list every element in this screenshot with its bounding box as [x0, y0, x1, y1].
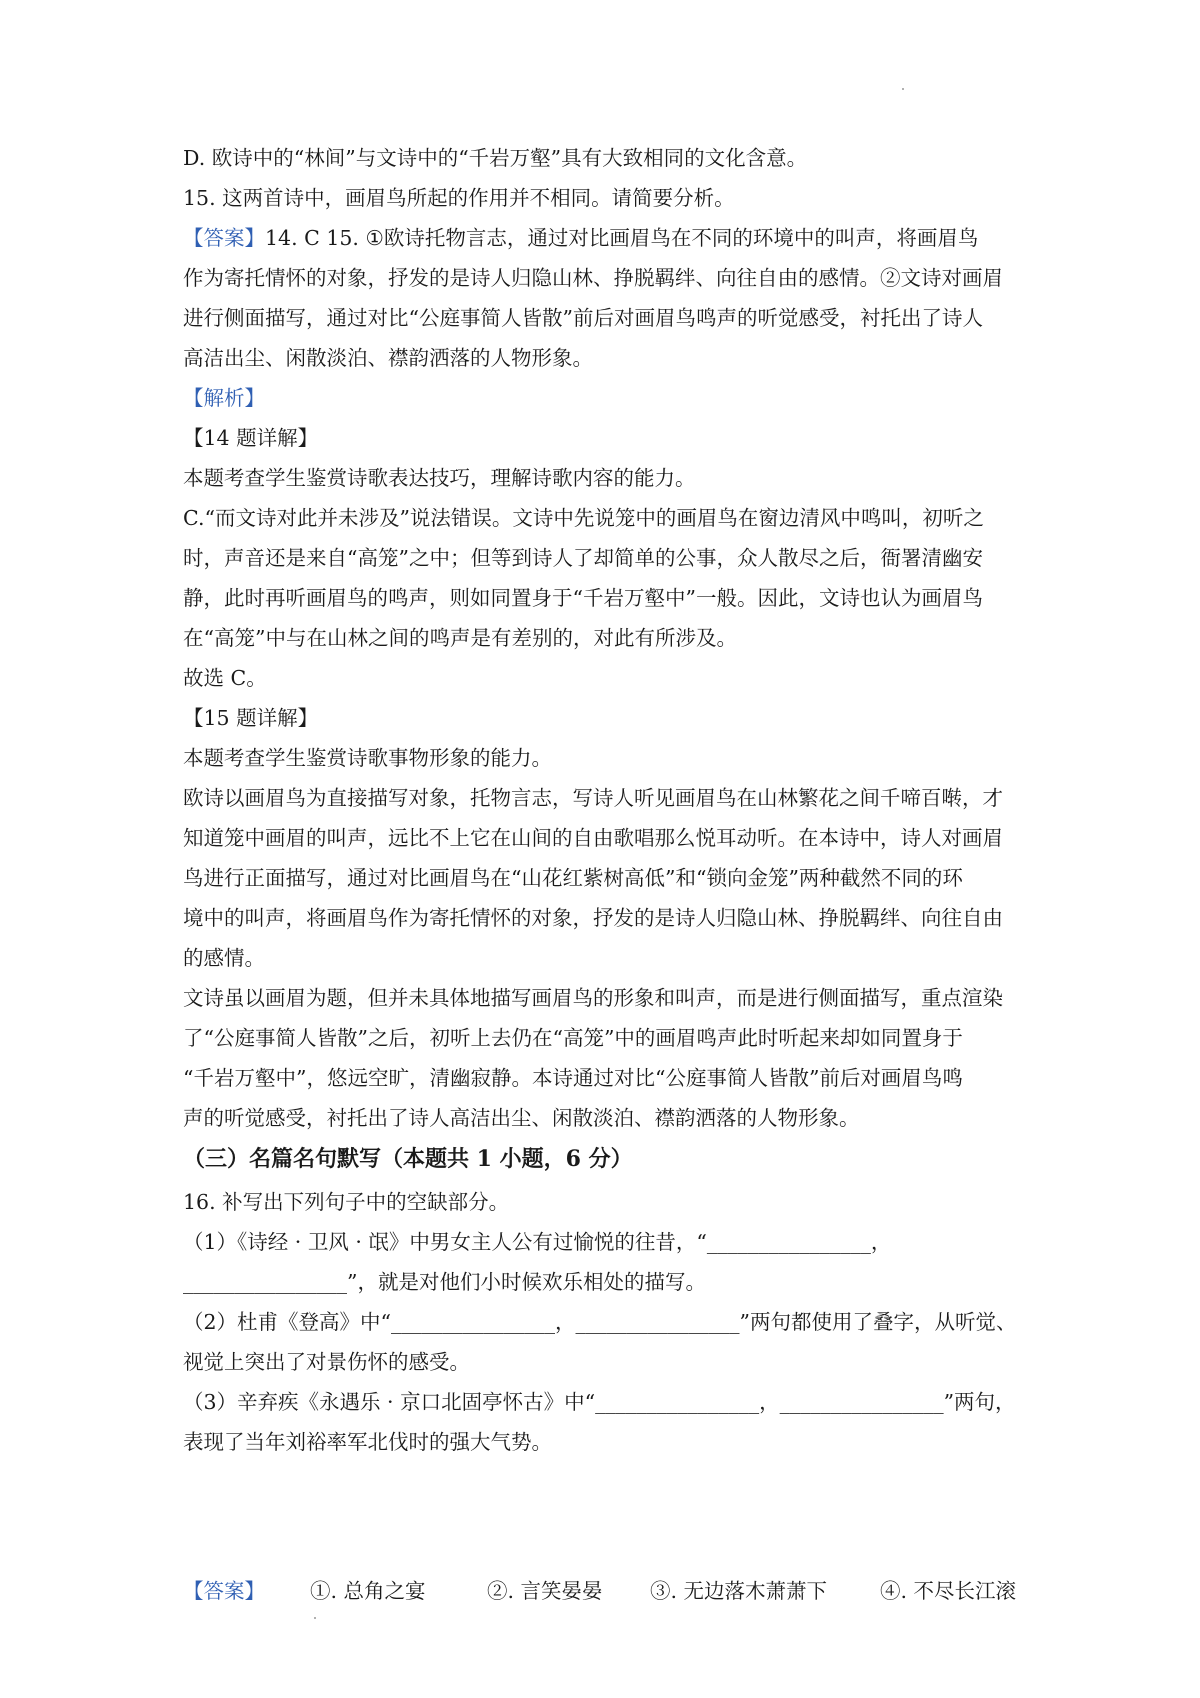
answer-item-4: ④. 不尽长江滚	[880, 1579, 1017, 1603]
option-d: D. 欧诗中的“林间”与文诗中的“千岩万壑”具有大致相同的文化含意。	[183, 146, 808, 170]
answer-tag: 【答案】	[183, 226, 265, 250]
q15-detail-heading: 【15 题详解】	[183, 706, 319, 730]
answer-line-2: 作为寄托情怀的对象，抒发的是诗人归隐山林、挣脱羁绊、向往自由的感情。②文诗对画眉	[183, 266, 1003, 290]
answer-text: 14. C 15. ①欧诗托物言志，通过对比画眉鸟在不同的环境中的叫声，将画眉鸟	[265, 226, 979, 250]
q15-detail-line-1: 本题考查学生鉴赏诗歌事物形象的能力。	[183, 746, 552, 770]
q15-detail-line-5: 境中的叫声，将画眉鸟作为寄托情怀的对象，抒发的是诗人归隐山林、挣脱羁绊、向往自由	[183, 906, 1003, 930]
answer-line-1	[183, 225, 1043, 251]
q16-part2-line-1: （2）杜甫《登高》中“________________，________________”两句都使用了叠字，从听觉、	[183, 1310, 1017, 1334]
q16-part2-line-2: 视觉上突出了对景伤怀的感受。	[183, 1350, 470, 1374]
q14-detail-heading: 【14 题详解】	[183, 426, 319, 450]
scan-speck-bottom	[314, 1617, 316, 1619]
q15-detail-line-6: 的感情。	[183, 946, 265, 970]
answer-line-3: 进行侧面描写，通过对比“公庭事简人皆散”前后对画眉鸟鸣声的听觉感受，衬托出了诗人	[183, 306, 983, 330]
q15-detail-line-4: 鸟进行正面描写，通过对比画眉鸟在“山花红紫树高低”和“锁向金笼”两种截然不同的环	[183, 866, 963, 890]
scan-speck-top	[902, 88, 904, 90]
answer-item-2: ②. 言笑晏晏	[487, 1579, 603, 1603]
q14-detail-line-4: 静，此时再听画眉鸟的鸣声，则如同置身于“千岩万壑中”一般。因此，文诗也认为画眉鸟	[183, 586, 983, 610]
q15-detail-line-10: 声的听觉感受，衬托出了诗人高洁出尘、闲散淡泊、襟韵洒落的人物形象。	[183, 1106, 860, 1130]
q15-detail-line-2: 欧诗以画眉鸟为直接描写对象，托物言志，写诗人听见画眉鸟在山林繁花之间千啼百啭，才	[183, 786, 1003, 810]
answer-item-3: ③. 无边落木萧萧下	[650, 1579, 828, 1603]
question-16: 16. 补写出下列句子中的空缺部分。	[183, 1190, 510, 1214]
answer-tag-16: 【答案】	[183, 1579, 265, 1603]
q15-detail-line-9: “千岩万壑中”，悠远空旷，清幽寂静。本诗通过对比“公庭事简人皆散”前后对画眉鸟鸣	[183, 1066, 963, 1090]
q16-part1-line-1: （1）《诗经 · 卫风 · 氓》中男女主人公有过愉悦的往昔，“________________，	[183, 1230, 892, 1254]
q14-detail-line-3: 时，声音还是来自“高笼”之中；但等到诗人了却简单的公事，众人散尽之后，衙署清幽安	[183, 546, 983, 570]
answer-item-1: ①. 总角之宴	[310, 1579, 426, 1603]
section-heading: （三）名篇名句默写（本题共 1 小题，6 分）	[183, 1146, 633, 1172]
question-15: 15. 这两首诗中，画眉鸟所起的作用并不相同。请简要分析。	[183, 186, 735, 210]
q15-detail-line-8: 了“公庭事简人皆散”之后，初听上去仍在“高笼”中的画眉鸣声此时听起来却如同置身于	[183, 1026, 963, 1050]
q16-part3-line-1: （3）辛弃疾《永遇乐 · 京口北固亭怀古》中“________________，________________”两句，	[183, 1390, 1016, 1414]
q15-detail-line-7: 文诗虽以画眉为题，但并未具体地描写画眉鸟的形象和叫声，而是进行侧面描写，重点渲染	[183, 986, 1003, 1010]
q14-detail-line-1: 本题考查学生鉴赏诗歌表达技巧，理解诗歌内容的能力。	[183, 466, 696, 490]
q16-part3-line-2: 表现了当年刘裕率军北伐时的强大气势。	[183, 1430, 552, 1454]
q14-choice: 故选 C。	[183, 666, 267, 690]
q14-detail-line-5: 在“高笼”中与在山林之间的鸣声是有差别的，对此有所涉及。	[183, 626, 737, 650]
q14-detail-line-2: C.“而文诗对此并未涉及”说法错误。文诗中先说笼中的画眉鸟在窗边清风中鸣叫，初听之	[183, 506, 984, 530]
answer-line-4: 高洁出尘、闲散淡泊、襟韵洒落的人物形象。	[183, 346, 593, 370]
analysis-tag: 【解析】	[183, 386, 265, 410]
q16-part1-line-2: ________________”，就是对他们小时候欢乐相处的描写。	[183, 1270, 706, 1294]
q15-detail-line-3: 知道笼中画眉的叫声，远比不上它在山间的自由歌唱那么悦耳动听。在本诗中，诗人对画眉	[183, 826, 1003, 850]
